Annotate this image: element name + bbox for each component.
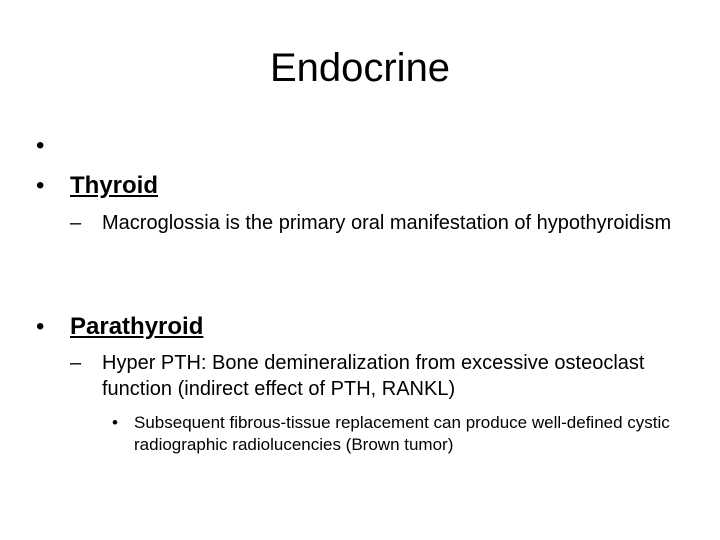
thyroid-heading: Thyroid xyxy=(70,172,158,199)
parathyroid-subpoint xyxy=(70,350,690,402)
thyroid-subpoint-text: Macroglossia is the primary oral manifestation of hypothyroidism xyxy=(102,212,672,234)
bullet-thyroid xyxy=(36,171,158,201)
bullet-dot-icon: • xyxy=(36,313,45,340)
bullet-dot-icon: • xyxy=(36,132,45,159)
parathyroid-subsubpoint xyxy=(112,412,672,456)
slide-title: Endocrine xyxy=(269,46,451,90)
parathyroid-subsubpoint-text: Subsequent fibrous-tissue replacement can produce well-defined cystic radiographic radiolucencies (Brown tumor) xyxy=(134,413,670,454)
parathyroid-subpoint-text: Hyper PTH: Bone demineralization from excessive osteoclast function (indirect effect of PTH, RANKL) xyxy=(102,352,645,400)
dash-icon: – xyxy=(70,212,82,234)
bullet-dot-icon: • xyxy=(36,172,45,199)
dash-icon: – xyxy=(70,352,82,374)
thyroid-subpoint xyxy=(70,210,690,236)
bullet-dot-icon: • xyxy=(112,413,118,432)
parathyroid-heading: Parathyroid xyxy=(70,313,204,340)
bullet-parathyroid xyxy=(36,312,203,342)
empty-bullet xyxy=(36,131,70,161)
